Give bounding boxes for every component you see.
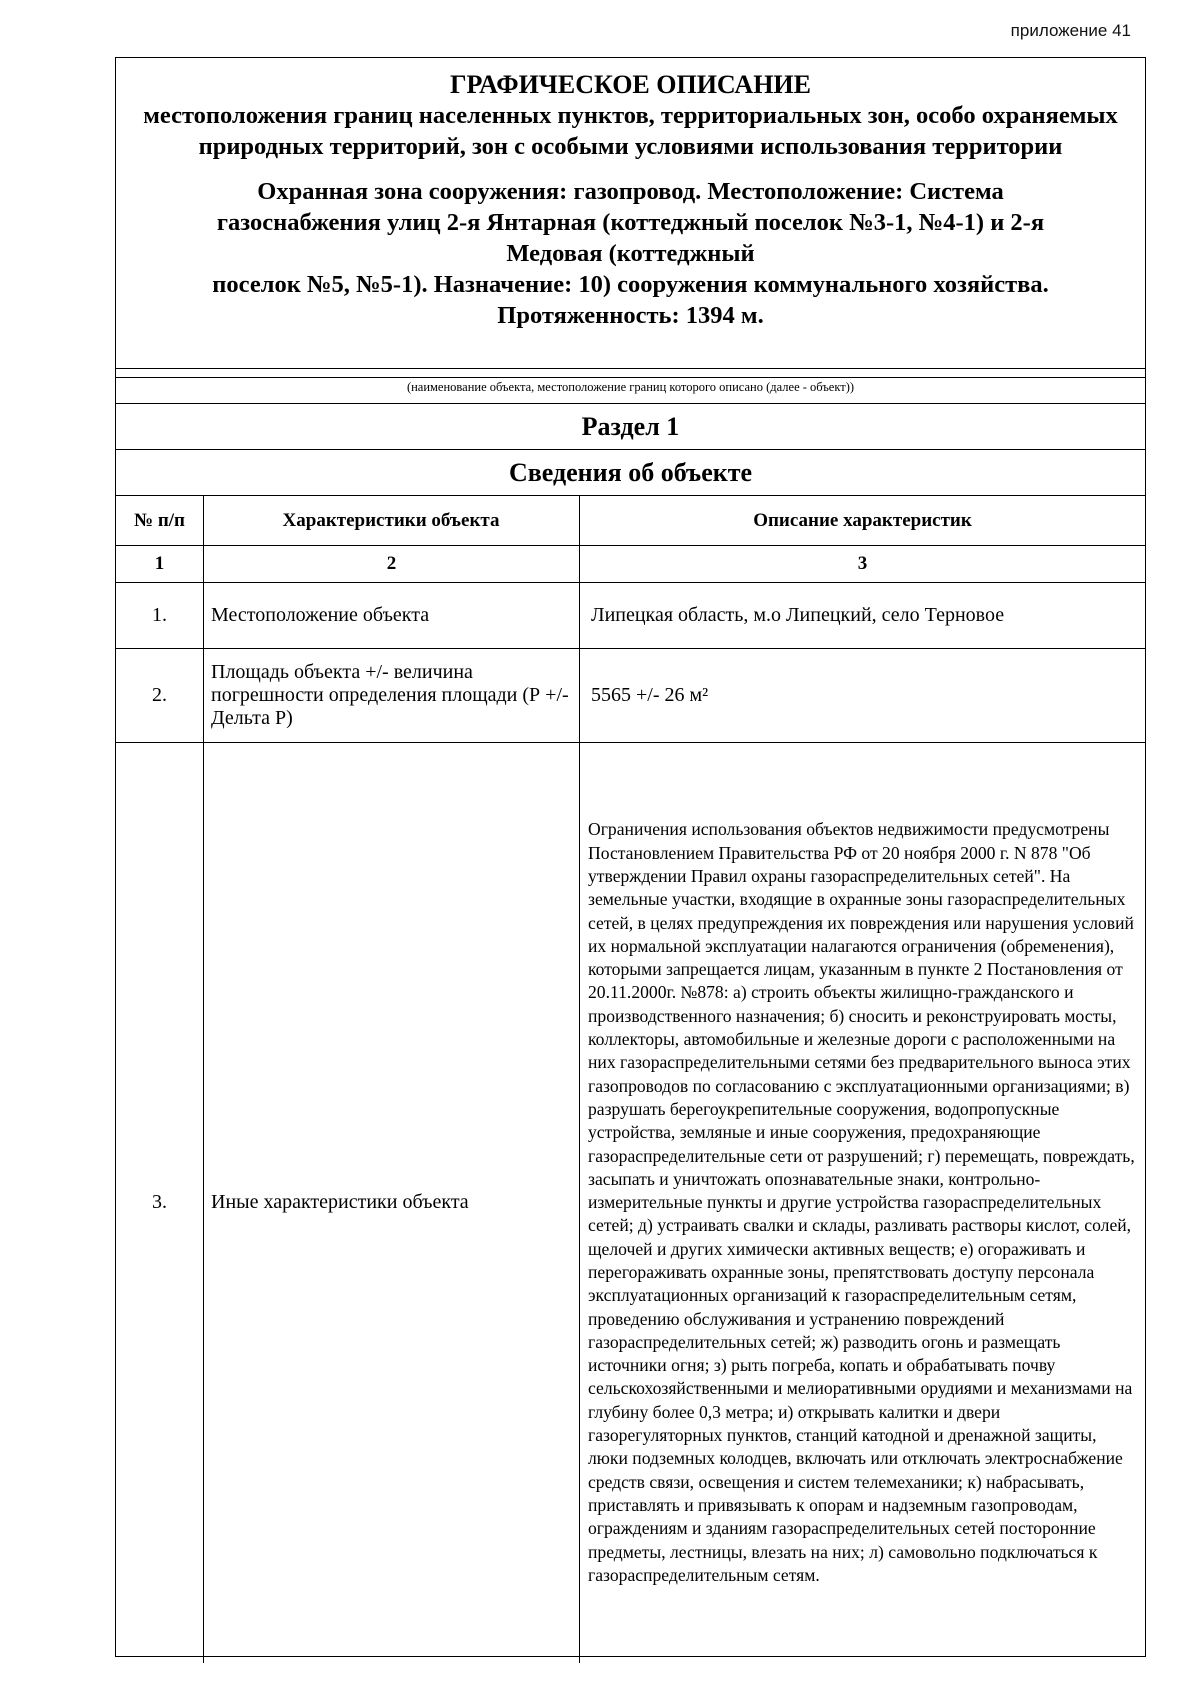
object-line: газоснабжения улиц 2-я Янтарная (коттеджный поселок №3-1, №4-1) и 2-я: [216, 209, 1045, 236]
row-characteristic: Иные характеристики объекта: [204, 743, 580, 1663]
object-caption: [116, 368, 1145, 403]
row-number: 3.: [116, 743, 204, 1663]
row-characteristic: Местоположение объекта: [204, 583, 580, 649]
row-number: 1.: [116, 583, 204, 649]
document-frame: [115, 57, 1146, 1657]
header-characteristic: Характеристики объекта: [204, 496, 580, 546]
appendix-label: приложение 41: [1010, 21, 1131, 40]
header-description: Описание характеристик: [580, 496, 1146, 546]
table-header-row: [116, 496, 1145, 546]
caption-divider: [116, 377, 1145, 378]
row-number: 2.: [116, 649, 204, 743]
object-info-table: [116, 495, 1145, 1663]
column-number: 3: [580, 546, 1146, 583]
table-row: [116, 583, 1145, 649]
table-row: [116, 649, 1145, 743]
section-label: Раздел 1: [116, 403, 1145, 449]
object-line: Протяженность: 1394 м.: [497, 302, 764, 329]
title-block: [116, 58, 1145, 368]
object-line: Охранная зона сооружения: газопровод. Местоположение: Система: [257, 178, 1004, 205]
section-heading: Сведения об объекте: [116, 449, 1145, 495]
column-number-row: [116, 546, 1145, 583]
table-row: [116, 743, 1145, 1663]
object-line: поселок №5, №5-1). Назначение: 10) сооружения коммунального хозяйства.: [212, 271, 1049, 298]
row-characteristic: Площадь объекта +/- величина погрешности определения площади (Р +/- Дельта Р): [204, 649, 580, 743]
caption-text: (наименование объекта, местоположение границ которого описано (далее - объект)): [406, 380, 855, 394]
document-subtitle: местоположения границ населенных пунктов, территориальных зон, особо охраняемых природных территорий, зон с особыми условиями использования территории: [143, 102, 1118, 160]
column-number: 2: [204, 546, 580, 583]
object-description: [116, 176, 1145, 331]
document-title: ГРАФИЧЕСКОЕ ОПИСАНИЕ: [450, 70, 811, 99]
object-line: Медовая (коттеджный: [506, 240, 755, 267]
row-value: Липецкая область, м.о Липецкий, село Терновое: [580, 583, 1146, 649]
column-number: 1: [116, 546, 204, 583]
row-value: Ограничения использования объектов недвижимости предусмотрены Постановлением Правительства РФ от 20 ноября 2000 г. N 878 "Об утверждении Правил охраны газораспределительных сетей". На земельные участки, входящие в охранные зоны газораспределительных сетей, в целях предупреждения их повреждения или нарушения условий их нормальной эксплуатации налагаются ограничения (обременения), которыми запрещается лицам, указанным в пункте 2 Постановления от 20.11.2000г. №878: а) строить объекты жилищно-гражданского и производственного назначения; б) сносить и реконструировать мосты, коллекторы, автомобильные и железные дороги с расположенными на них газораспределительными сетями без предварительного выноса этих газопроводов по согласованию с эксплуатационными организациями; в) разрушать берегоукрепительные сооружения, водопропускные устройства, земляные и иные сооружения, предохраняющие газораспределительные сети от разрушений; г) перемещать, повреждать, засыпать и уничтожать опознавательные знаки, контрольно-измерительные пункты и другие устройства газораспределительных сетей; д) устраивать свалки и склады, разливать растворы кислот, солей, щелочей и других химически активных веществ; е) огораживать и перегораживать охранные зоны, препятствовать доступу персонала эксплуатационных организаций к газораспределительным сетям, проведению обслуживания и устранению повреждений газораспределительных сетей; ж) разводить огонь и размещать источники огня; з) рыть погреба, копать и обрабатывать почву сельскохозяйственными и мелиоративными орудиями и механизмами на глубину более 0,3 метра; и) открывать калитки и двери газорегуляторных пунктов, станций катодной и дренажной защиты, люки подземных колодцев, включать или отключать электроснабжение средств связи, освещения и систем телемеханики; к) набрасывать, приставлять и привязывать к опорам и надземным газопроводам, ограждениям и зданиям газораспределительных сетей посторонние предметы, лестницы, влезать на них; л) самовольно подключаться к газораспределительным сетям.: [580, 743, 1146, 1663]
row-value: 5565 +/- 26 м²: [580, 649, 1146, 743]
header-number: № п/п: [116, 496, 204, 546]
